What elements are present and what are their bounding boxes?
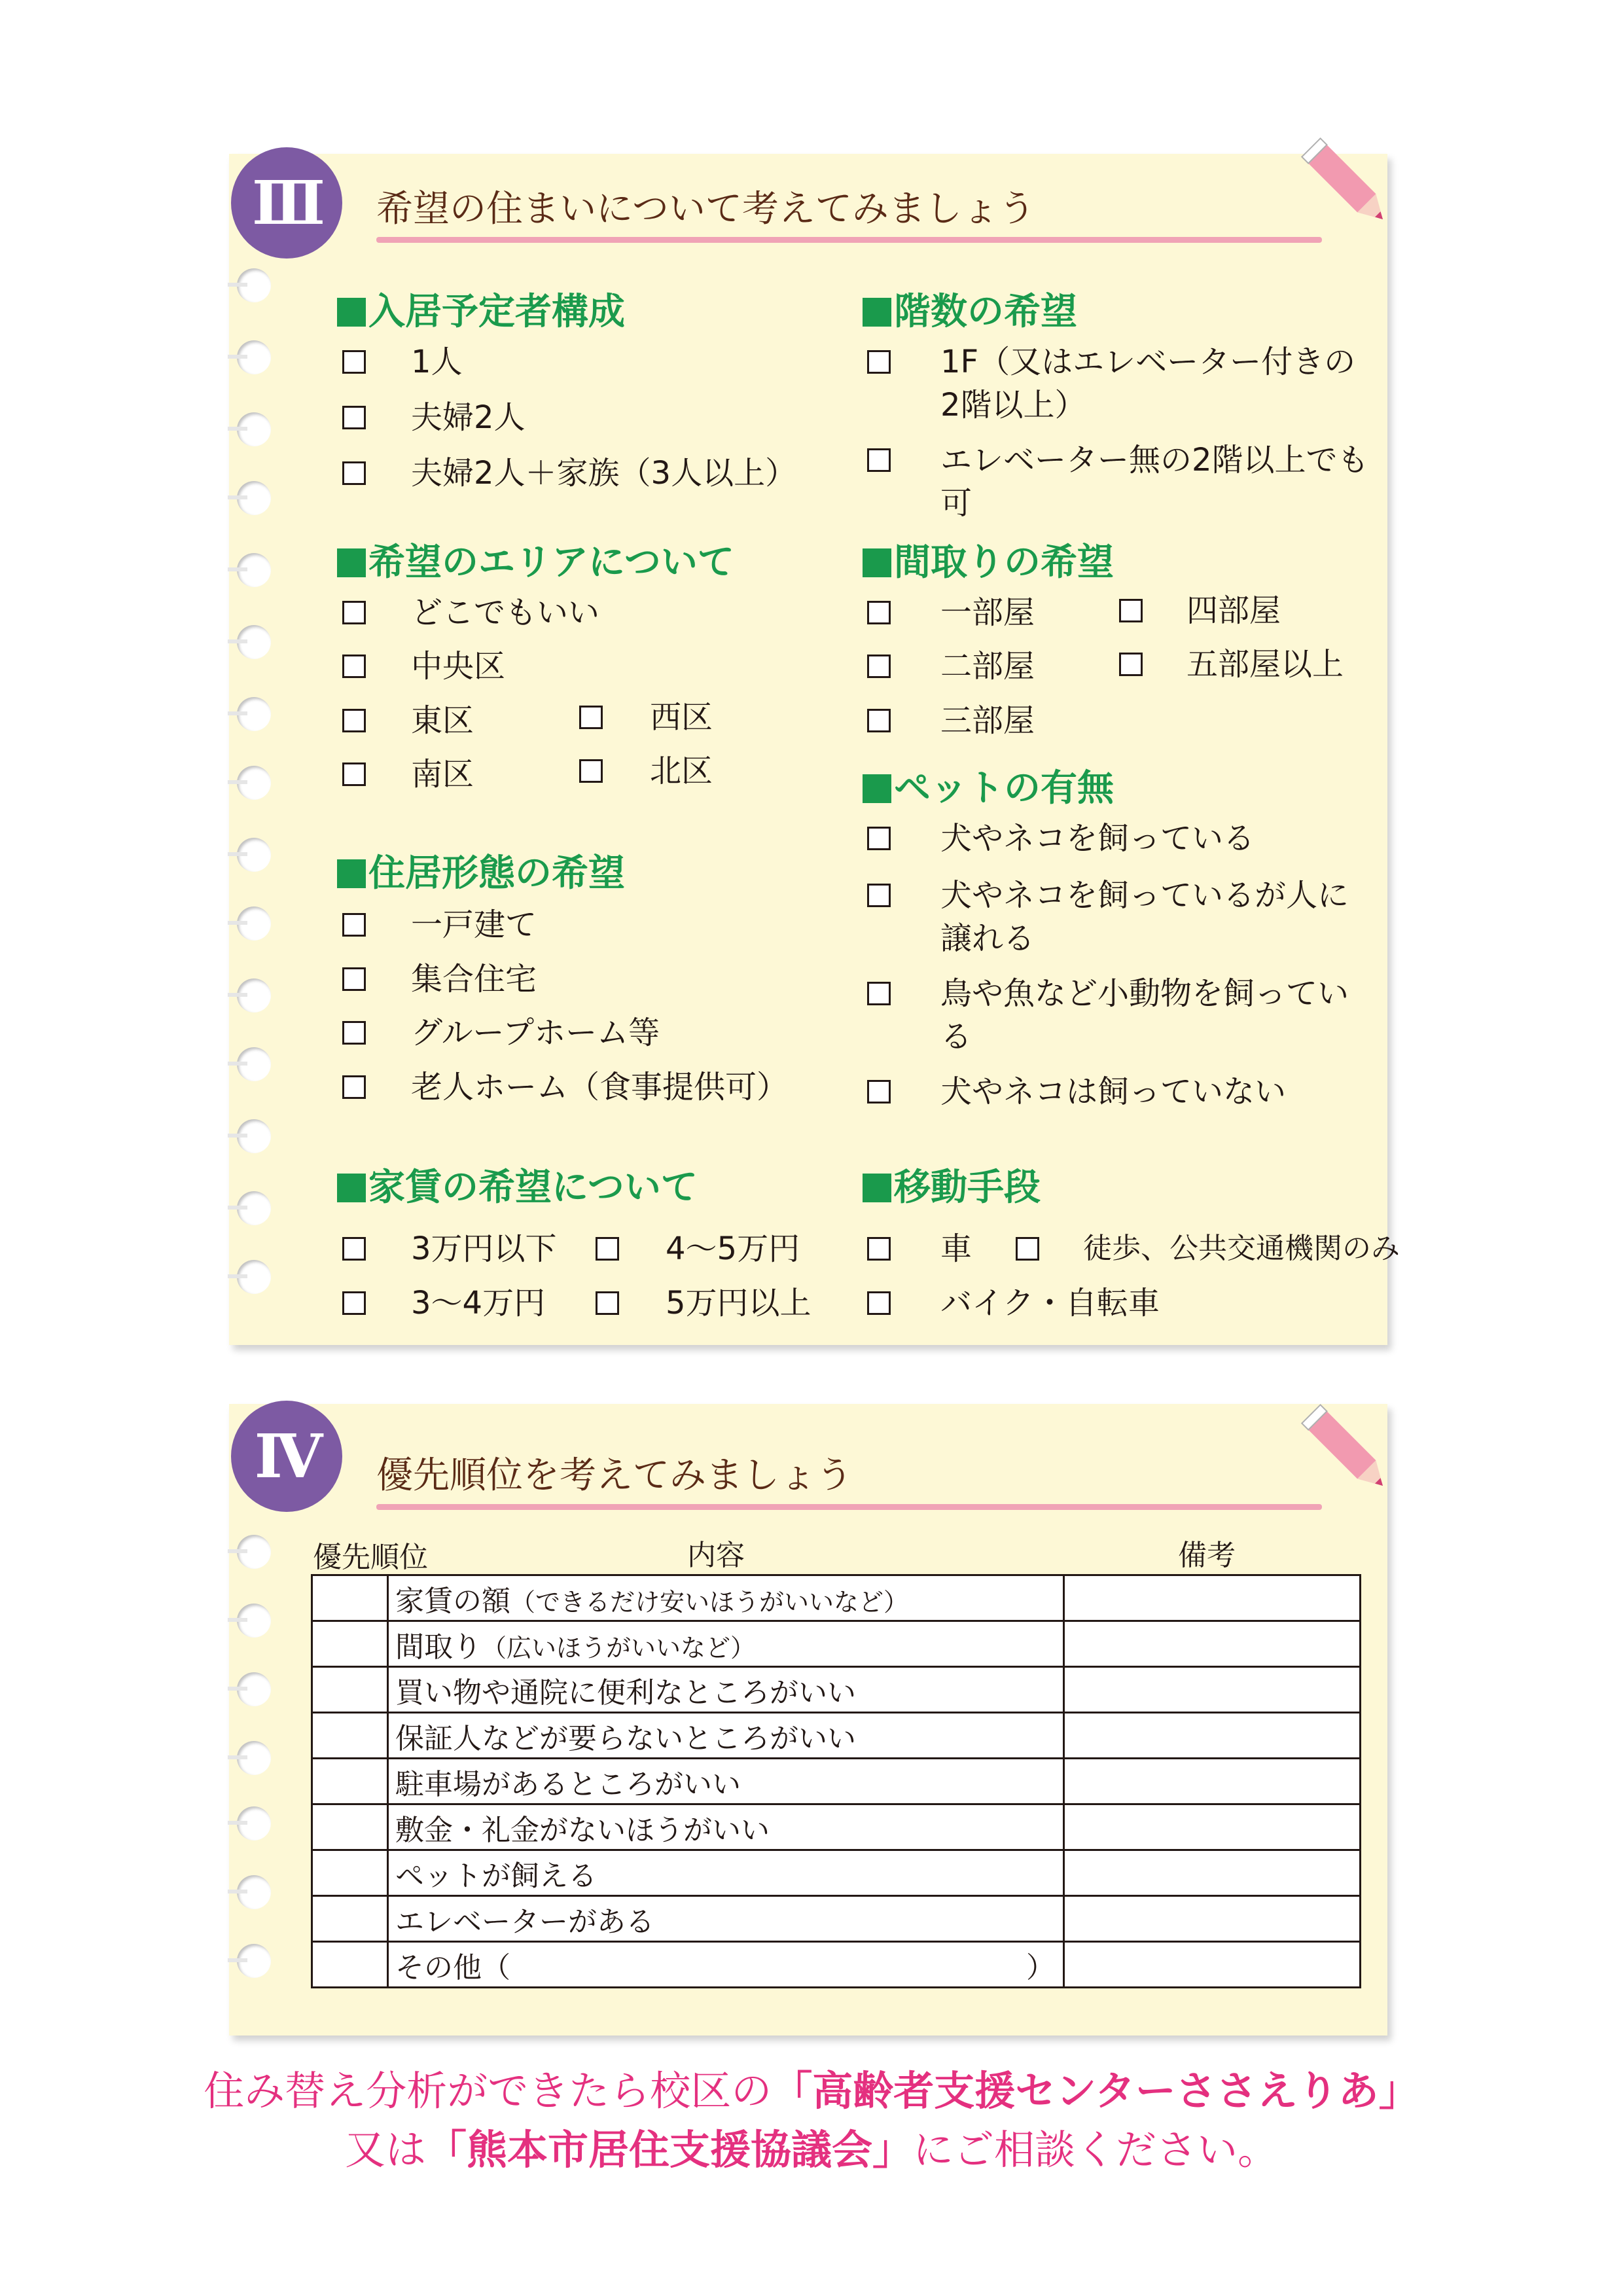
pencil-icon <box>1299 124 1397 236</box>
memo-cell[interactable] <box>1064 1713 1361 1759</box>
section3-title: 希望の住まいについて考えてみましょう <box>376 188 1035 230</box>
checkbox[interactable] <box>342 1021 366 1045</box>
option-layout-3rooms[interactable]: 三部屋 <box>867 699 1103 742</box>
rank-cell[interactable] <box>312 1850 388 1896</box>
option-layout-5plus[interactable]: 五部屋以上 <box>1119 643 1381 686</box>
content-cell: 駐車場があるところがいい <box>388 1759 1064 1804</box>
content-cell: 買い物や通院に便利なところがいい <box>388 1667 1064 1713</box>
content-cell: 間取り（広いほうがいいなど） <box>388 1621 1064 1667</box>
content-cell: エレベーターがある <box>388 1896 1064 1942</box>
table-row <box>312 1850 1361 1896</box>
checkbox[interactable] <box>867 448 891 472</box>
table-row <box>312 1667 1361 1713</box>
checkbox[interactable] <box>867 884 891 907</box>
binder-holes <box>237 154 276 1345</box>
option-area-higashi[interactable]: 東区 <box>342 699 565 742</box>
rank-cell[interactable] <box>312 1759 388 1804</box>
checkbox[interactable] <box>579 706 603 729</box>
option-transport-car[interactable]: 車 <box>867 1227 1018 1270</box>
option-layout-2rooms[interactable]: 二部屋 <box>867 645 1103 688</box>
rank-cell[interactable] <box>312 1804 388 1850</box>
column-header-memo: 備考 <box>1178 1539 1236 1572</box>
section3-badge: Ⅲ <box>231 147 342 259</box>
table-row <box>312 1713 1361 1759</box>
checkbox[interactable] <box>342 913 366 937</box>
checkbox[interactable] <box>1016 1237 1039 1261</box>
checkbox[interactable] <box>342 762 366 786</box>
checkbox[interactable] <box>342 709 366 732</box>
checkbox[interactable] <box>342 1237 366 1261</box>
checkbox[interactable] <box>342 1291 366 1315</box>
checkbox[interactable] <box>596 1237 619 1261</box>
heading-area: 希望のエリアについて <box>337 533 734 586</box>
heading-floor: 階数の希望 <box>863 283 1077 335</box>
heading-pet: ペットの有無 <box>863 759 1114 812</box>
option-rent-3to4[interactable]: 3～4万円 <box>342 1282 591 1325</box>
rank-cell[interactable] <box>312 1942 388 1988</box>
section4-title-underline <box>376 1504 1322 1510</box>
memo-cell[interactable] <box>1064 1667 1361 1713</box>
option-apartment[interactable]: 集合住宅 <box>342 958 735 1001</box>
content-cell: ペットが飼える <box>388 1850 1064 1896</box>
option-area-minami[interactable]: 南区 <box>342 753 565 796</box>
content-cell: 保証人などが要らないところがいい <box>388 1713 1064 1759</box>
option-area-anywhere[interactable]: どこでもいい <box>342 591 669 634</box>
option-rent-over5[interactable]: 5万円以上 <box>596 1282 812 1325</box>
checkbox[interactable] <box>596 1291 619 1315</box>
table-row <box>312 1896 1361 1942</box>
option-couple[interactable]: 夫婦2人 <box>342 396 800 439</box>
option-area-nishi[interactable]: 西区 <box>579 696 776 739</box>
checkbox[interactable] <box>867 1237 891 1261</box>
option-floor-1f[interactable]: 1F（又はエレベーター付きの2階以上） <box>867 340 1384 427</box>
option-pet-has[interactable]: 犬やネコを飼っている <box>867 817 1384 860</box>
memo-cell[interactable] <box>1064 1850 1361 1896</box>
option-detached-house[interactable]: 一戸建て <box>342 903 735 946</box>
rank-cell[interactable] <box>312 1575 388 1621</box>
checkbox[interactable] <box>867 1080 891 1103</box>
checkbox[interactable] <box>342 461 366 485</box>
table-row <box>312 1942 1361 1988</box>
content-cell: 家賃の額（できるだけ安いほうがいいなど） <box>388 1575 1064 1621</box>
checkbox[interactable] <box>867 709 891 732</box>
column-header-content: 内容 <box>687 1539 745 1572</box>
checkbox[interactable] <box>342 406 366 429</box>
option-area-kita[interactable]: 北区 <box>579 749 776 793</box>
footer-line-1: 住み替え分析ができたら校区の「高齢者支援センターささえりあ」 <box>204 2067 1419 2115</box>
checkbox[interactable] <box>342 967 366 991</box>
memo-cell[interactable] <box>1064 1759 1361 1804</box>
checkbox[interactable] <box>867 1291 891 1315</box>
memo-cell[interactable] <box>1064 1621 1361 1667</box>
heading-household: 入居予定者構成 <box>337 283 625 335</box>
content-cell-other[interactable]: その他（ ） <box>388 1942 1064 1988</box>
checkbox[interactable] <box>1119 653 1143 676</box>
option-layout-4rooms[interactable]: 四部屋 <box>1119 589 1381 632</box>
section4-title: 優先順位を考えてみましょう <box>376 1454 853 1497</box>
option-transport-walk-public[interactable]: 徒歩、公共交通機関のみ <box>1016 1227 1385 1270</box>
option-layout-1room[interactable]: 一部屋 <box>867 591 1103 634</box>
option-group-home[interactable]: グループホーム等 <box>342 1011 735 1054</box>
pencil-icon <box>1299 1391 1397 1502</box>
option-pet-can-rehome[interactable]: 犬やネコを飼っているが人に譲れる <box>867 874 1384 960</box>
option-pet-small-animals[interactable]: 鳥や魚など小動物を飼っている <box>867 972 1384 1058</box>
option-rent-4to5[interactable]: 4～5万円 <box>596 1227 812 1270</box>
checkbox[interactable] <box>342 601 366 624</box>
option-rent-under3[interactable]: 3万円以下 <box>342 1227 591 1270</box>
checkbox[interactable] <box>867 827 891 850</box>
heading-rent: 家賃の希望について <box>337 1158 698 1211</box>
checkbox[interactable] <box>867 982 891 1005</box>
checkbox[interactable] <box>867 350 891 374</box>
option-one-person[interactable]: 1人 <box>342 340 800 384</box>
option-area-chuo[interactable]: 中央区 <box>342 645 565 688</box>
memo-cell[interactable] <box>1064 1942 1361 1988</box>
option-transport-bike[interactable]: バイク・自転車 <box>867 1282 1194 1325</box>
column-header-rank: 優先順位 <box>313 1541 428 1574</box>
section4-badge: Ⅳ <box>231 1401 342 1512</box>
option-floor-no-elevator[interactable]: エレベーター無の2階以上でも可 <box>867 439 1384 525</box>
section3-title-underline <box>376 237 1322 243</box>
table-row <box>312 1759 1361 1804</box>
heading-housing-type: 住居形態の希望 <box>337 844 625 897</box>
heading-transport: 移動手段 <box>863 1158 1041 1211</box>
checkbox[interactable] <box>342 350 366 374</box>
memo-cell[interactable] <box>1064 1896 1361 1942</box>
rank-cell[interactable] <box>312 1667 388 1713</box>
checkbox[interactable] <box>867 601 891 624</box>
heading-layout: 間取りの希望 <box>863 533 1114 586</box>
option-nursing-home[interactable]: 老人ホーム（食事提供可） <box>342 1066 800 1109</box>
footer-line-2: 又は「熊本市居住支援協議会」にご相談ください。 <box>344 2126 1279 2174</box>
memo-cell[interactable] <box>1064 1575 1361 1621</box>
priority-table <box>311 1574 1361 1988</box>
table-row <box>312 1575 1361 1621</box>
checkbox[interactable] <box>867 655 891 678</box>
table-row <box>312 1621 1361 1667</box>
checkbox[interactable] <box>579 759 603 783</box>
content-cell: 敷金・礼金がないほうがいい <box>388 1804 1064 1850</box>
table-row <box>312 1804 1361 1850</box>
rank-cell[interactable] <box>312 1713 388 1759</box>
memo-cell[interactable] <box>1064 1804 1361 1850</box>
option-pet-none[interactable]: 犬やネコは飼っていない <box>867 1070 1384 1113</box>
option-couple-family[interactable]: 夫婦2人＋家族（3人以上） <box>342 452 800 495</box>
checkbox[interactable] <box>1119 599 1143 622</box>
rank-cell[interactable] <box>312 1896 388 1942</box>
rank-cell[interactable] <box>312 1621 388 1667</box>
checkbox[interactable] <box>342 655 366 678</box>
checkbox[interactable] <box>342 1075 366 1099</box>
